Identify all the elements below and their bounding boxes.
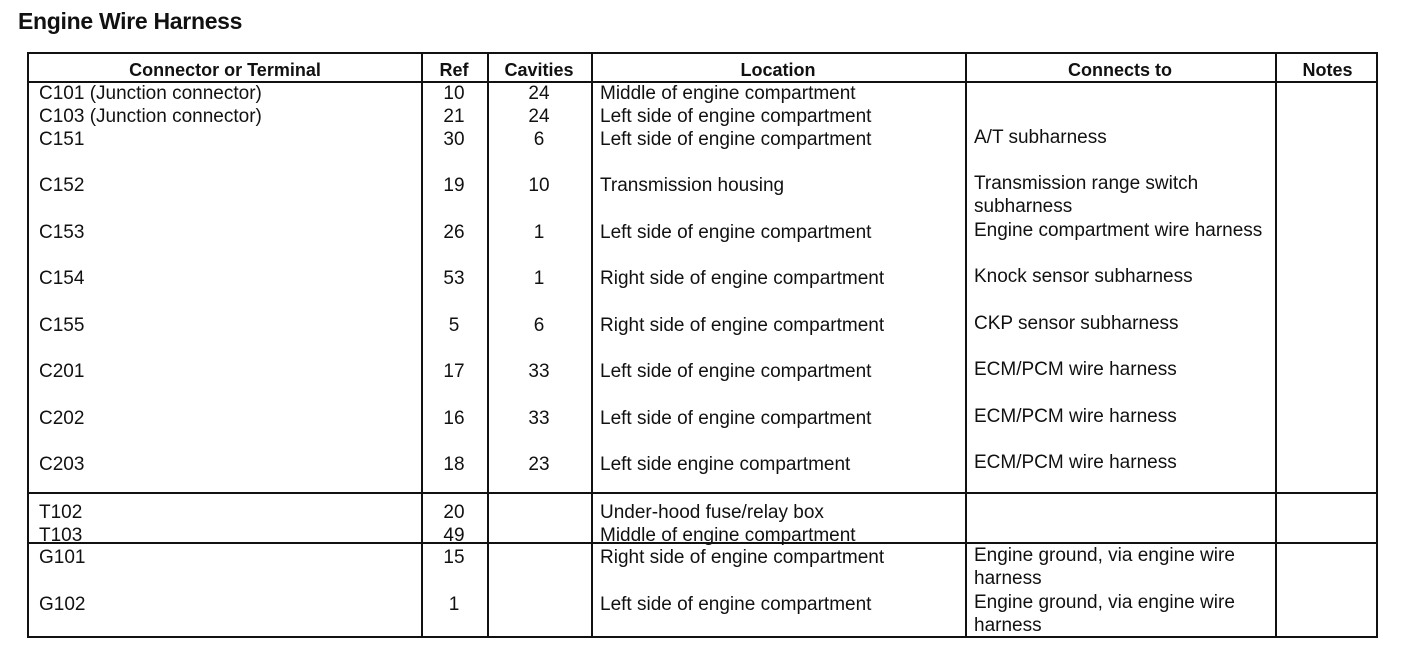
cell-ref: 49 — [443, 525, 465, 546]
cell-location: Left side of engine compartment — [600, 594, 872, 615]
cell-location: Transmission housing — [600, 175, 785, 196]
cell-cavities: 33 — [528, 361, 550, 382]
cell-ref: 21 — [443, 106, 465, 127]
cell-cavities: 6 — [533, 129, 545, 150]
cell-cavities: 24 — [528, 106, 550, 127]
cell-ref: 17 — [443, 361, 465, 382]
cell-location: Middle of engine compartment — [600, 83, 856, 104]
cell-cavities: 6 — [533, 315, 545, 336]
cell-connector: C103 (Junction connector) — [39, 106, 262, 127]
cell-connects: Engine ground, via engine wire harness — [974, 592, 1235, 636]
cell-connects: A/T subharness — [974, 127, 1107, 148]
cell-location: Left side engine compartment — [600, 454, 851, 475]
cell-location: Left side of engine compartment — [600, 222, 872, 243]
cell-ref: 5 — [448, 315, 460, 336]
cell-ref: 16 — [443, 408, 465, 429]
cell-connects: ECM/PCM wire harness — [974, 359, 1177, 380]
cell-connector: C201 — [39, 361, 85, 382]
cell-connector: G102 — [39, 594, 86, 615]
harness-table — [27, 52, 1378, 638]
cell-connector: C101 (Junction connector) — [39, 83, 262, 104]
group-divider — [29, 492, 1376, 494]
cell-connector: T103 — [39, 525, 83, 546]
cell-ref: 26 — [443, 222, 465, 243]
column-divider — [591, 54, 593, 636]
cell-cavities: 33 — [528, 408, 550, 429]
cell-connector: C155 — [39, 315, 85, 336]
cell-cavities: 1 — [533, 222, 545, 243]
cell-ref: 30 — [443, 129, 465, 150]
cell-ref: 19 — [443, 175, 465, 196]
cell-location: Right side of engine compartment — [600, 268, 885, 289]
header-connector: Connector or Terminal — [129, 60, 321, 80]
cell-connector: T102 — [39, 502, 83, 523]
cell-connector: C152 — [39, 175, 85, 196]
cell-connects: Engine compartment wire harness — [974, 220, 1263, 241]
header-notes: Notes — [1302, 60, 1353, 80]
cell-cavities: 1 — [533, 268, 545, 289]
cell-location: Left side of engine compartment — [600, 361, 872, 382]
cell-location: Right side of engine compartment — [600, 315, 885, 336]
cell-cavities: 24 — [528, 83, 550, 104]
cell-ref: 18 — [443, 454, 465, 475]
header-connects-to: Connects to — [1067, 60, 1172, 80]
cell-connects: Knock sensor subharness — [974, 266, 1193, 287]
cell-connector: C203 — [39, 454, 85, 475]
cell-ref: 15 — [443, 547, 465, 568]
cell-connector: C153 — [39, 222, 85, 243]
cell-connects: Transmission range switch subharness — [974, 173, 1199, 217]
cell-ref: 1 — [448, 594, 460, 615]
cell-location: Left side of engine compartment — [600, 106, 872, 127]
cell-cavities: 23 — [528, 454, 550, 475]
cell-connector: C202 — [39, 408, 85, 429]
header-cavities: Cavities — [504, 60, 574, 80]
cell-ref: 20 — [443, 502, 465, 523]
cell-ref: 10 — [443, 83, 465, 104]
cell-connector: C151 — [39, 129, 85, 150]
header-ref: Ref — [439, 60, 469, 80]
column-divider — [965, 54, 967, 636]
cell-connects: CKP sensor subharness — [974, 313, 1179, 334]
cell-location: Right side of engine compartment — [600, 547, 885, 568]
page-title: Engine Wire Harness — [18, 8, 243, 34]
cell-cavities: 10 — [528, 175, 550, 196]
header-location: Location — [740, 60, 816, 80]
column-divider — [1275, 54, 1277, 636]
cell-connector: C154 — [39, 268, 85, 289]
cell-connector: G101 — [39, 547, 86, 568]
cell-connects: ECM/PCM wire harness — [974, 406, 1177, 427]
cell-connects: Engine ground, via engine wire harness — [974, 545, 1235, 589]
cell-location: Middle of engine compartment — [600, 525, 856, 546]
cell-connects: ECM/PCM wire harness — [974, 452, 1177, 473]
cell-ref: 53 — [443, 268, 465, 289]
cell-location: Left side of engine compartment — [600, 129, 872, 150]
cell-location: Left side of engine compartment — [600, 408, 872, 429]
cell-location: Under-hood fuse/relay box — [600, 502, 824, 523]
